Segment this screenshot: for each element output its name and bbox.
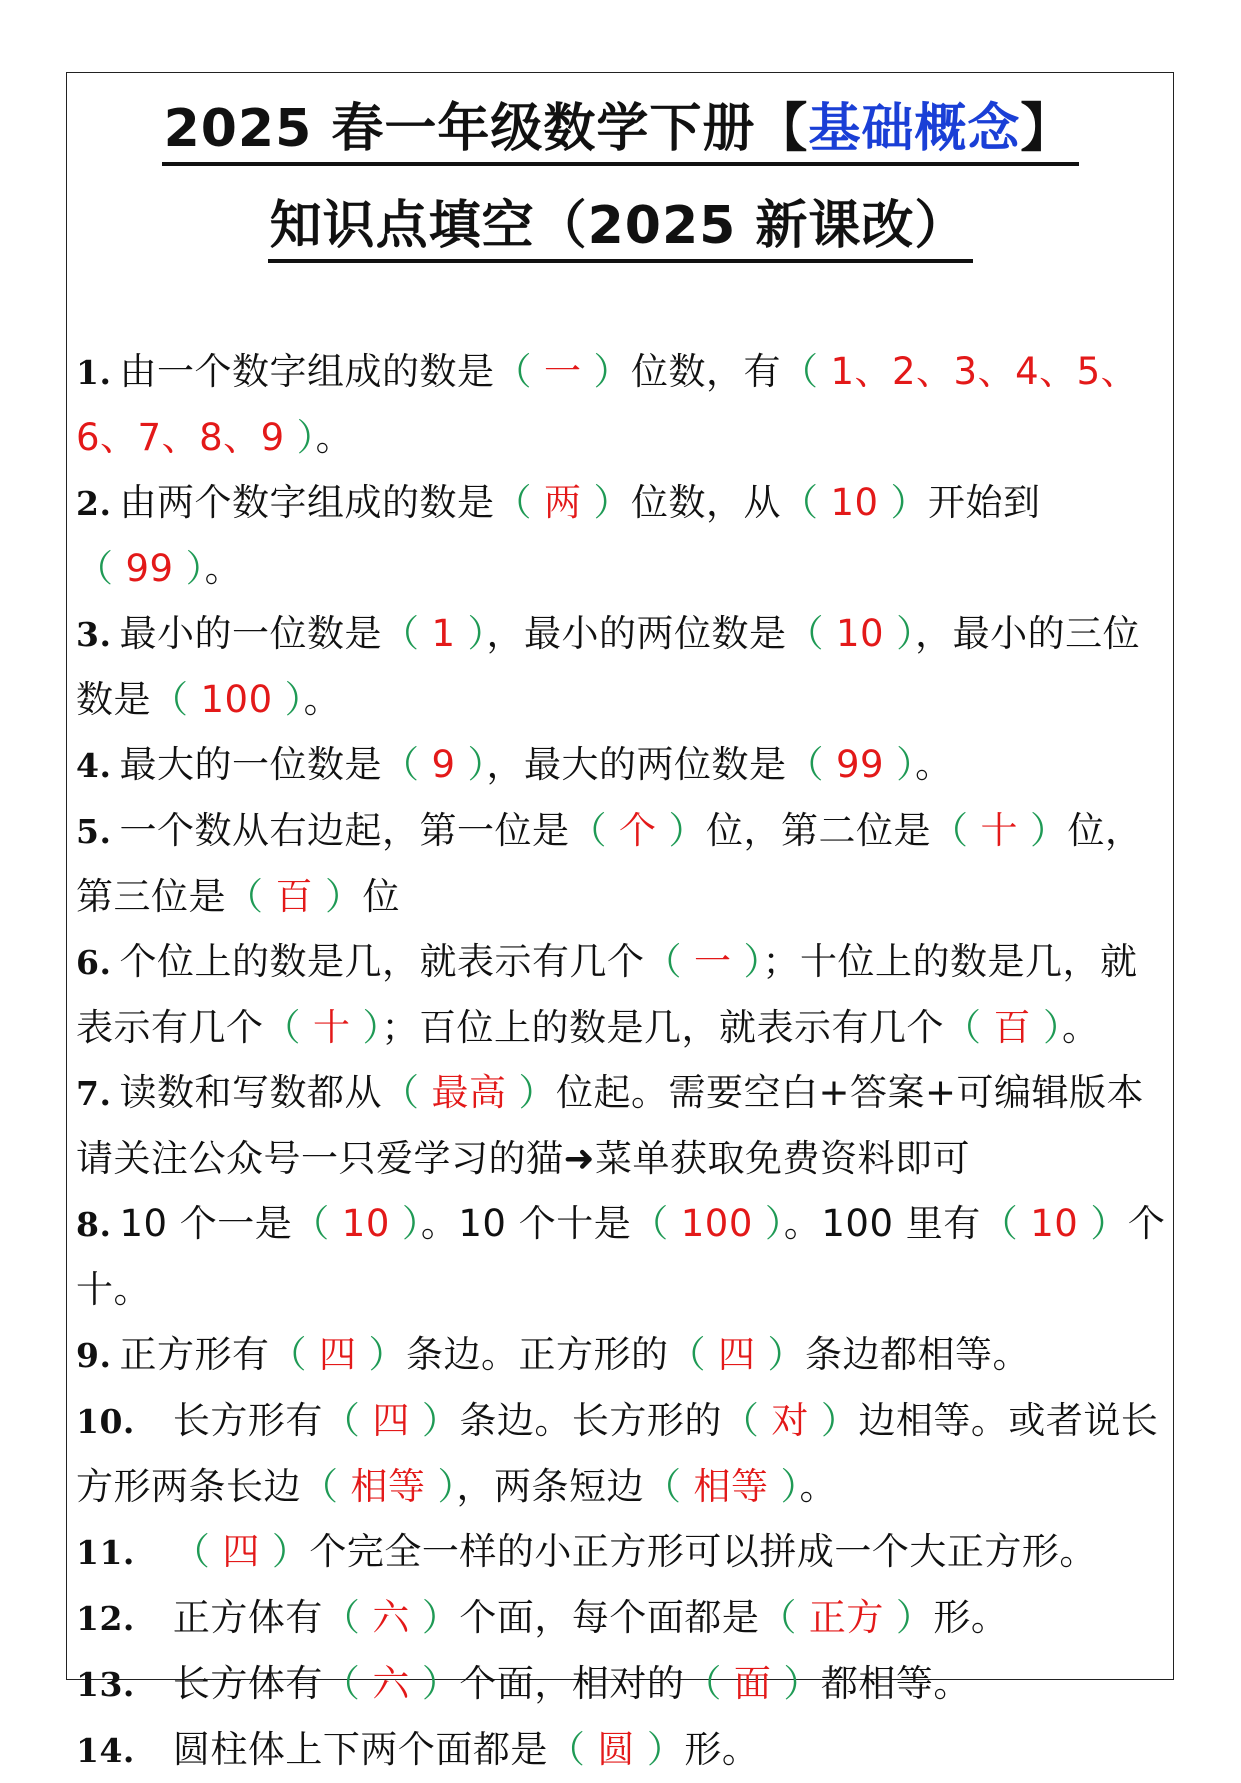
answer-text: 9	[431, 743, 456, 786]
close-paren: ）	[764, 1202, 784, 1245]
answer-blank	[569, 809, 706, 852]
answer-text: 10	[830, 481, 879, 524]
question-item	[76, 732, 1171, 798]
question-list	[76, 339, 1171, 1783]
question-number: 13.	[76, 1665, 135, 1704]
open-paren: （	[944, 1006, 982, 1049]
answer-blank	[944, 1006, 1062, 1049]
answer-text: 100	[200, 678, 273, 721]
question-text: ，最小的三位数是	[76, 612, 1141, 721]
question-text: 。	[204, 547, 243, 590]
title-prefix: 2025 春一年级数学下册【	[163, 99, 809, 159]
answer-blank	[644, 940, 762, 983]
answer-text: 四	[717, 1333, 756, 1376]
question-text: 。100 里有	[783, 1202, 981, 1245]
answer-blank	[494, 350, 631, 393]
question-text: 位起。需要空白+答案+可编辑版本请关注公众号一只爱学习的猫➜菜单获取免费资料即可	[76, 1071, 1144, 1180]
question-text: 条边都相等。	[804, 1333, 1030, 1376]
question-text: 条边。长方形的	[459, 1399, 722, 1442]
question-number: 7.	[76, 1074, 112, 1113]
open-paren: （	[292, 1202, 330, 1245]
question-number: 1.	[76, 353, 112, 392]
answer-blank	[759, 1596, 933, 1639]
question-item	[76, 339, 1171, 470]
close-paren: ）	[421, 1399, 460, 1442]
question-number: 6.	[76, 943, 112, 982]
open-paren: （	[322, 1399, 361, 1442]
question-number: 8.	[76, 1205, 112, 1244]
open-paren: （	[301, 1465, 339, 1508]
answer-blank	[787, 612, 916, 655]
close-paren: ）	[743, 940, 763, 983]
close-paren: ）	[780, 1465, 800, 1508]
open-paren: （	[644, 940, 682, 983]
open-paren: （	[780, 350, 819, 393]
open-paren: （	[151, 678, 189, 721]
question-text: 开始到	[928, 481, 1041, 524]
answer-text: 十	[313, 1006, 351, 1049]
answer-blank	[226, 875, 363, 918]
question-text: 边相等。或者说长方形两条长边	[76, 1399, 1159, 1508]
question-item	[76, 1651, 1171, 1717]
answer-blank	[548, 1728, 685, 1771]
answer-text: 百	[275, 875, 313, 918]
title-keyword: 基础概念	[808, 99, 1021, 159]
answer-blank	[931, 809, 1068, 852]
open-paren: （	[668, 1333, 706, 1376]
question-text: 形。	[684, 1728, 760, 1771]
close-paren: ）	[668, 809, 706, 852]
question-text: ，最大的两位数是	[486, 743, 787, 786]
answer-text: 最高	[431, 1071, 507, 1114]
answer-blank	[722, 1399, 859, 1442]
close-paren: ）	[421, 1596, 460, 1639]
close-paren: ）	[783, 1662, 821, 1705]
question-text: 位，第三位是	[76, 809, 1143, 918]
question-text: 。	[315, 416, 354, 459]
question-item	[76, 929, 1171, 1060]
answer-text: 两	[543, 481, 582, 524]
question-text: 最大的一位数是	[119, 743, 382, 786]
answer-text: 100	[680, 1202, 753, 1245]
open-paren: （	[494, 350, 532, 393]
answer-text: 个	[618, 809, 657, 852]
close-paren: ）	[593, 481, 631, 524]
answer-blank	[781, 481, 928, 524]
open-paren: （	[381, 612, 420, 655]
answer-blank	[981, 1202, 1128, 1245]
answer-blank	[787, 743, 916, 786]
close-paren: ）	[368, 1333, 406, 1376]
question-text: 最小的一位数是	[119, 612, 382, 655]
open-paren: （	[322, 1596, 361, 1639]
open-paren: （	[786, 743, 824, 786]
question-text: 。	[1062, 1006, 1100, 1049]
question-number: 9.	[76, 1336, 112, 1375]
answer-blank	[382, 612, 487, 655]
open-paren: （	[226, 875, 264, 918]
title-suffix: 】	[1020, 99, 1074, 159]
close-paren: ）	[421, 1662, 460, 1705]
open-paren: （	[780, 481, 819, 524]
close-paren: ）	[271, 1530, 310, 1573]
open-paren: （	[759, 1596, 797, 1639]
answer-text: 面	[733, 1662, 772, 1705]
question-text: 。	[303, 678, 342, 721]
close-paren: ）	[896, 743, 916, 786]
question-text: 个完全一样的小正方形可以拼成一个大正方形。	[309, 1530, 1097, 1573]
question-text: ，最小的两位数是	[486, 612, 787, 655]
close-paren: ）	[467, 743, 487, 786]
answer-text: 99	[125, 547, 174, 590]
question-item	[76, 1388, 1171, 1519]
question-number: 4.	[76, 746, 112, 785]
question-text: 都相等。	[820, 1662, 971, 1705]
title-line-1	[0, 98, 1241, 166]
answer-blank	[151, 678, 304, 721]
question-item	[76, 1519, 1171, 1585]
question-text: 。	[799, 1465, 837, 1508]
question-number: 10.	[76, 1402, 135, 1441]
question-item	[76, 601, 1171, 732]
answer-blank	[323, 1596, 460, 1639]
close-paren: ）	[593, 350, 631, 393]
open-paren: （	[269, 1333, 307, 1376]
answer-text: 相等	[350, 1465, 426, 1508]
question-text: 形。	[933, 1596, 1009, 1639]
question-number: 14.	[76, 1731, 135, 1770]
open-paren: （	[980, 1202, 1019, 1245]
close-paren: ）	[518, 1071, 556, 1114]
answer-text: 圆	[597, 1728, 635, 1771]
question-item	[76, 1717, 1171, 1783]
question-text: 位数，有	[630, 350, 781, 393]
answer-text: 百	[993, 1006, 1031, 1049]
open-paren: （	[381, 1071, 420, 1114]
question-text: ；十位上的数是几，就表示有几个	[76, 940, 1138, 1049]
question-number: 2.	[76, 484, 112, 523]
question-item	[76, 1060, 1171, 1191]
question-text: 正方体有	[172, 1596, 323, 1639]
answer-text: 一	[693, 940, 732, 983]
question-item	[76, 1322, 1171, 1388]
question-text: 条边。正方形的	[405, 1333, 669, 1376]
question-text: 。	[915, 743, 953, 786]
close-paren: ）	[437, 1465, 457, 1508]
title-line-1-text	[162, 98, 1080, 166]
title-line-2	[0, 195, 1241, 263]
question-text: 位数，从	[630, 481, 781, 524]
question-text: 长方形有	[172, 1399, 323, 1442]
question-item	[76, 470, 1171, 601]
close-paren: ）	[646, 1728, 685, 1771]
answer-text: 10	[1030, 1202, 1079, 1245]
question-number: 12.	[76, 1599, 135, 1638]
answer-text: 1、2、3、4、5、6、7、8、9	[76, 350, 1139, 459]
answer-blank	[173, 1530, 310, 1573]
answer-text: 对	[771, 1399, 809, 1442]
open-paren: （	[721, 1399, 760, 1442]
answer-text: 相等	[693, 1465, 769, 1508]
answer-blank	[301, 1465, 457, 1508]
answer-blank	[292, 1202, 421, 1245]
close-paren: ）	[1029, 809, 1068, 852]
answer-blank	[269, 1333, 406, 1376]
open-paren: （	[569, 809, 607, 852]
question-text: 位	[362, 875, 400, 918]
answer-text: 一	[543, 350, 582, 393]
question-text: 位，第二位是	[705, 809, 931, 852]
answer-text: 六	[372, 1596, 410, 1639]
answer-text: 1	[431, 612, 456, 655]
question-text: 圆柱体上下两个面都是	[172, 1728, 548, 1771]
close-paren: ）	[896, 612, 916, 655]
answer-blank	[494, 481, 631, 524]
answer-blank	[382, 1071, 556, 1114]
close-paren: ）	[467, 612, 487, 655]
answer-text: 六	[372, 1662, 410, 1705]
question-number: 11.	[76, 1533, 135, 1572]
open-paren: （	[644, 1465, 682, 1508]
close-paren: ）	[325, 875, 363, 918]
question-text: 读数和写数都从	[119, 1071, 382, 1114]
open-paren: （	[494, 481, 532, 524]
open-paren: （	[381, 743, 420, 786]
question-text: 长方体有	[172, 1662, 323, 1705]
close-paren: ）	[401, 1202, 421, 1245]
close-paren: ）	[185, 547, 205, 590]
question-text: 个位上的数是几，就表示有几个	[119, 940, 645, 983]
answer-text: 正方	[808, 1596, 884, 1639]
answer-text: 99	[836, 743, 885, 786]
close-paren: ）	[284, 678, 304, 721]
answer-blank	[382, 743, 487, 786]
question-number: 3.	[76, 615, 112, 654]
answer-text: 四	[372, 1399, 410, 1442]
open-paren: （	[684, 1662, 722, 1705]
question-item	[76, 798, 1171, 929]
question-text: 正方形有	[119, 1333, 270, 1376]
answer-blank	[631, 1202, 784, 1245]
question-text: ；百位上的数是几，就表示有几个	[381, 1006, 944, 1049]
answer-blank	[323, 1399, 460, 1442]
answer-blank	[644, 1465, 800, 1508]
question-text: ，两条短边	[456, 1465, 644, 1508]
close-paren: ）	[767, 1333, 805, 1376]
answer-text: 十	[980, 809, 1018, 852]
question-text: 。10 个十是	[420, 1202, 632, 1245]
close-paren: ）	[296, 416, 316, 459]
close-paren: ）	[820, 1399, 859, 1442]
close-paren: ）	[1043, 1006, 1062, 1049]
open-paren: （	[76, 547, 114, 590]
close-paren: ）	[890, 481, 929, 524]
open-paren: （	[786, 612, 824, 655]
answer-text: 10	[341, 1202, 390, 1245]
close-paren: ）	[895, 1596, 934, 1639]
question-item	[76, 1585, 1171, 1651]
answer-blank	[668, 1333, 805, 1376]
question-text: 由两个数字组成的数是	[119, 481, 495, 524]
question-text: 个面，相对的	[459, 1662, 685, 1705]
question-text: 个十。	[76, 1202, 1166, 1311]
open-paren: （	[631, 1202, 669, 1245]
answer-text: 10	[836, 612, 885, 655]
question-text: 10 个一是	[119, 1202, 293, 1245]
question-number: 5.	[76, 812, 112, 851]
answer-text: 四	[318, 1333, 357, 1376]
open-paren: （	[322, 1662, 361, 1705]
answer-blank	[264, 1006, 382, 1049]
close-paren: ）	[362, 1006, 382, 1049]
answer-blank	[684, 1662, 821, 1705]
title-line-2-text: 知识点填空（2025 新课改）	[268, 195, 974, 263]
answer-blank	[76, 547, 205, 590]
open-paren: （	[547, 1728, 586, 1771]
open-paren: （	[930, 809, 969, 852]
question-text: 个面，每个面都是	[459, 1596, 760, 1639]
open-paren: （	[263, 1006, 301, 1049]
question-text: 由一个数字组成的数是	[119, 350, 495, 393]
open-paren: （	[172, 1530, 211, 1573]
close-paren: ）	[1090, 1202, 1128, 1245]
answer-blank	[323, 1662, 460, 1705]
question-text: 一个数从右边起，第一位是	[119, 809, 570, 852]
answer-text: 四	[222, 1530, 260, 1573]
question-item	[76, 1191, 1171, 1322]
